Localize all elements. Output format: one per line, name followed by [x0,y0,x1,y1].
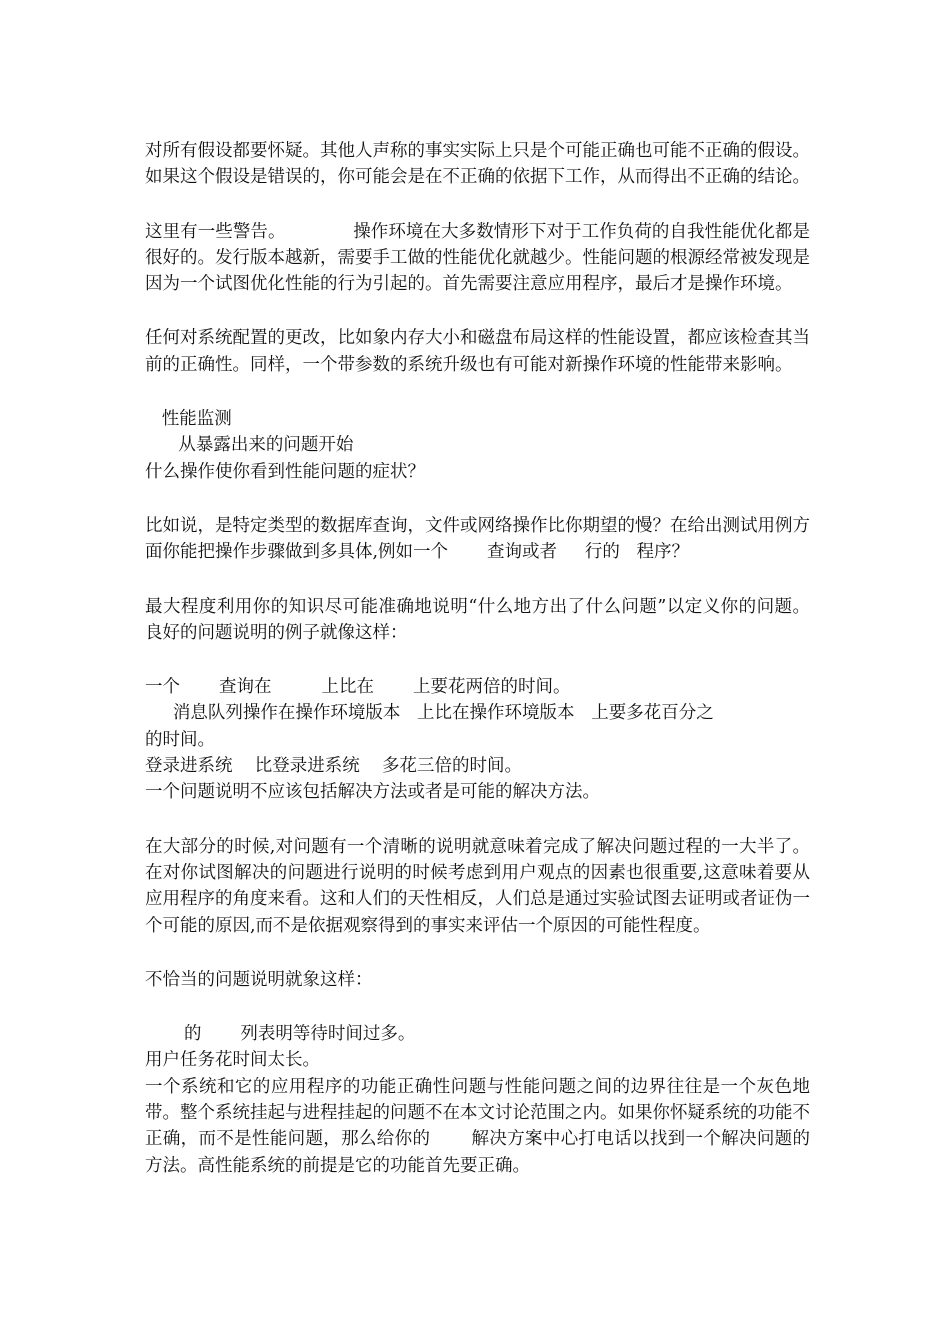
paragraph-assumptions: 对所有假设都要怀疑。其他人声称的事实实际上只是个可能正确也可能不正确的假设。如果这个假设是错误的，你可能会是在不正确的依据下工作，从而得出不正确的结论。 [145,141,810,188]
paragraph-functional-correctness: 一个系统和它的应用程序的功能正确性问题与性能问题之间的边界往往是一个灰色地带。整个系统挂起与进程挂起的问题不在本文讨论范围之内。如果你怀疑系统的功能不正确，而不是性能问题，那么给你的 解决方案中心打电话以找到一个解决问题的方法。高性能系统的前提是它的功能首先要正确。 [145,1076,810,1176]
paragraph-example-operations: 比如说，是特定类型的数据库查询，文件或网络操作比你期望的慢？在给出测试用例方面你能把操作步骤做到多具体,例如一个 查询或者 行的 程序？ [145,515,810,563]
heading-performance-monitoring: 性能监测 [145,409,232,430]
example-login: 登录进系统 比登录进系统 多花三倍的时间。 [145,756,523,777]
bad-example-wait-time: 的 列表明等待时间过多。 [145,1024,416,1045]
example-message-queue-cont: 的时间。 [145,729,215,750]
note-no-solution: 一个问题说明不应该包括解决方法或者是可能的解决方法。 [145,782,600,803]
paragraph-warnings: 这里有一些警告。 操作环境在大多数情形下对于工作负荷的自我性能优化都是很好的。发行版本越新，需要手工做的性能优化就越少。性能问题的根源经常被发现是因为一个试图优化性能的行为引起的。首先需要注意应用程序，最后才是操作环境。 [145,221,810,295]
paragraph-bad-statement: 不恰当的问题说明就象这样： [145,969,373,990]
heading-start-from-problem: 从暴露出来的问题开始 [145,435,354,456]
example-message-queue: 消息队列操作在操作环境版本 上比在操作环境版本 上要多花百分之 [145,703,714,724]
document-body [145,138,810,1179]
paragraph-config-changes: 任何对系统配置的更改，比如象内存大小和磁盘布局这样的性能设置，都应该检查其当前的正确性。同样，一个带参数的系统升级也有可能对新操作环境的性能带来影响。 [145,328,810,375]
paragraph-clear-statement: 在大部分的时候,对问题有一个清晰的说明就意味着完成了解决问题过程的一大半了。在对你试图解决的问题进行说明的时候考虑到用户观点的因素也很重要,这意味着要从应用程序的角度来看。这和人们的天性相反，人们总是通过实验试图去证明或者证伪一个可能的原因,而不是依据观察得到的事实来评估一个原因的可能性程度。 [145,836,810,936]
bad-example-user-task: 用户任务花时间太长。 [145,1050,320,1071]
paragraph-define-problem: 最大程度利用你的知识尽可能准确地说明“什么地方出了什么问题”以定义你的问题。良好的问题说明的例子就像这样： [145,596,810,643]
example-query-slower: 一个 查询在 上比在 上要花两倍的时间。 [145,677,571,698]
question-symptoms: 什么操作使你看到性能问题的症状？ [145,461,425,482]
